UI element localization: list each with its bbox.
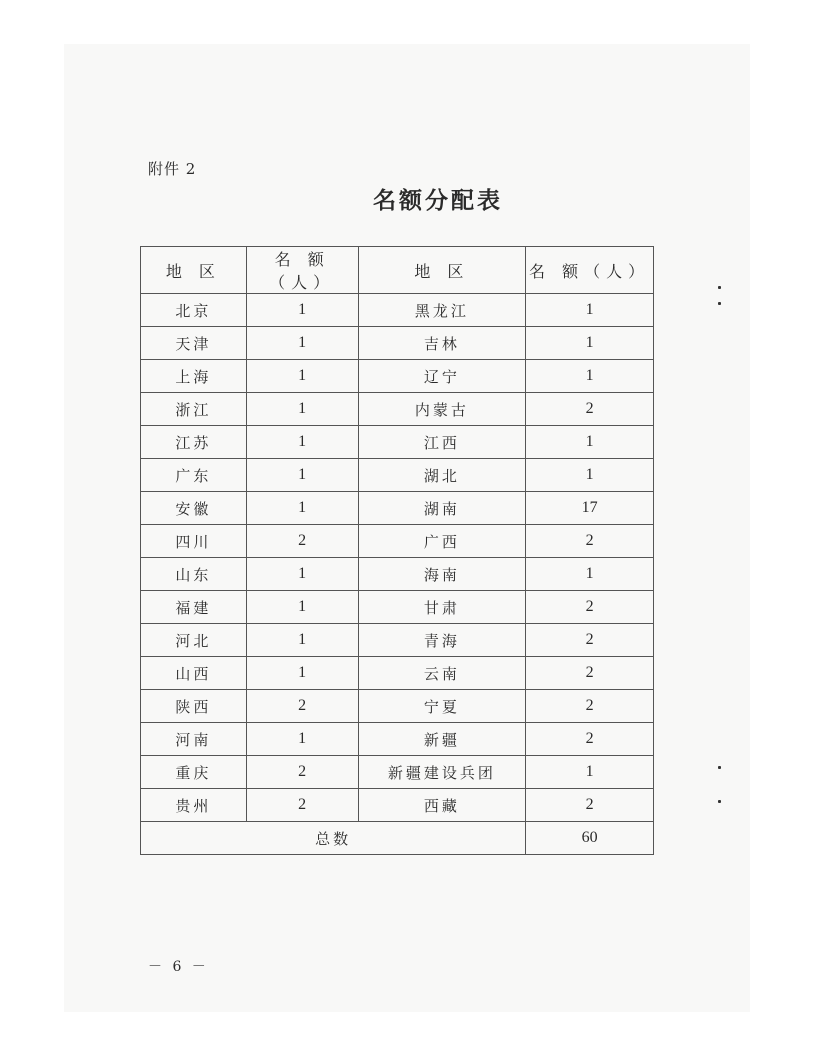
quota-cell: 1 <box>246 426 358 459</box>
quota-cell: 1 <box>526 558 654 591</box>
quota-cell: 1 <box>526 327 654 360</box>
quota-cell: 1 <box>246 492 358 525</box>
region-cell: 山西 <box>141 657 247 690</box>
table-header-row <box>141 247 654 294</box>
quota-cell: 1 <box>526 756 654 789</box>
table-row <box>141 591 654 624</box>
header-region-left: 地 区 <box>141 247 247 294</box>
page-number: － 6 － <box>148 959 209 975</box>
region-cell: 宁夏 <box>358 690 526 723</box>
table-row <box>141 558 654 591</box>
quota-cell: 2 <box>526 723 654 756</box>
region-cell: 西藏 <box>358 789 526 822</box>
quota-cell: 1 <box>526 294 654 327</box>
quota-cell: 2 <box>246 690 358 723</box>
header-region-right: 地 区 <box>358 247 526 294</box>
document-title: 名额分配表 <box>373 187 503 214</box>
quota-cell: 2 <box>526 657 654 690</box>
region-cell: 上海 <box>141 360 247 393</box>
total-row <box>141 822 654 855</box>
region-cell: 陕西 <box>141 690 247 723</box>
quota-cell: 2 <box>526 624 654 657</box>
table-row <box>141 492 654 525</box>
table-row <box>141 327 654 360</box>
table-row <box>141 657 654 690</box>
region-cell: 天津 <box>141 327 247 360</box>
table-row <box>141 525 654 558</box>
quota-table <box>140 246 654 855</box>
region-cell: 吉林 <box>358 327 526 360</box>
quota-cell: 1 <box>246 393 358 426</box>
region-cell: 江西 <box>358 426 526 459</box>
quota-cell: 1 <box>246 624 358 657</box>
quota-cell: 2 <box>526 393 654 426</box>
quota-cell: 1 <box>246 459 358 492</box>
quota-cell: 1 <box>526 459 654 492</box>
region-cell: 广西 <box>358 525 526 558</box>
region-cell: 安徽 <box>141 492 247 525</box>
quota-cell: 2 <box>246 789 358 822</box>
table-row <box>141 393 654 426</box>
region-cell: 河南 <box>141 723 247 756</box>
region-cell: 重庆 <box>141 756 247 789</box>
region-cell: 福建 <box>141 591 247 624</box>
region-cell: 四川 <box>141 525 247 558</box>
quota-cell: 2 <box>526 591 654 624</box>
table-row <box>141 756 654 789</box>
quota-cell: 1 <box>246 294 358 327</box>
quota-cell: 2 <box>246 756 358 789</box>
quota-cell: 2 <box>246 525 358 558</box>
scan-speck <box>718 800 721 803</box>
quota-cell: 1 <box>246 591 358 624</box>
table-row <box>141 360 654 393</box>
header-quota-left: 名 额（人） <box>246 247 358 294</box>
region-cell: 北京 <box>141 294 247 327</box>
scan-speck <box>718 286 721 289</box>
table-row <box>141 789 654 822</box>
scan-speck <box>718 766 721 769</box>
region-cell: 甘肃 <box>358 591 526 624</box>
header-quota-right: 名 额（人） <box>526 247 654 294</box>
quota-cell: 1 <box>246 327 358 360</box>
quota-cell: 1 <box>246 657 358 690</box>
total-value: 60 <box>526 822 654 855</box>
region-cell: 湖南 <box>358 492 526 525</box>
region-cell: 内蒙古 <box>358 393 526 426</box>
region-cell: 海南 <box>358 558 526 591</box>
table-row <box>141 426 654 459</box>
quota-cell: 17 <box>526 492 654 525</box>
total-label: 总数 <box>141 822 526 855</box>
quota-cell: 2 <box>526 690 654 723</box>
attachment-label: 附件 2 <box>148 160 197 178</box>
region-cell: 湖北 <box>358 459 526 492</box>
quota-cell: 1 <box>526 360 654 393</box>
region-cell: 广东 <box>141 459 247 492</box>
region-cell: 辽宁 <box>358 360 526 393</box>
table-row <box>141 723 654 756</box>
quota-cell: 1 <box>246 723 358 756</box>
region-cell: 河北 <box>141 624 247 657</box>
table-row <box>141 459 654 492</box>
region-cell: 黑龙江 <box>358 294 526 327</box>
quota-cell: 1 <box>246 360 358 393</box>
table-row <box>141 690 654 723</box>
region-cell: 浙江 <box>141 393 247 426</box>
table-row <box>141 624 654 657</box>
region-cell: 山东 <box>141 558 247 591</box>
region-cell: 云南 <box>358 657 526 690</box>
quota-cell: 1 <box>246 558 358 591</box>
table-row <box>141 294 654 327</box>
region-cell: 新疆建设兵团 <box>358 756 526 789</box>
quota-cell: 2 <box>526 525 654 558</box>
region-cell: 新疆 <box>358 723 526 756</box>
region-cell: 贵州 <box>141 789 247 822</box>
quota-cell: 2 <box>526 789 654 822</box>
quota-cell: 1 <box>526 426 654 459</box>
region-cell: 江苏 <box>141 426 247 459</box>
region-cell: 青海 <box>358 624 526 657</box>
scan-speck <box>718 302 721 305</box>
